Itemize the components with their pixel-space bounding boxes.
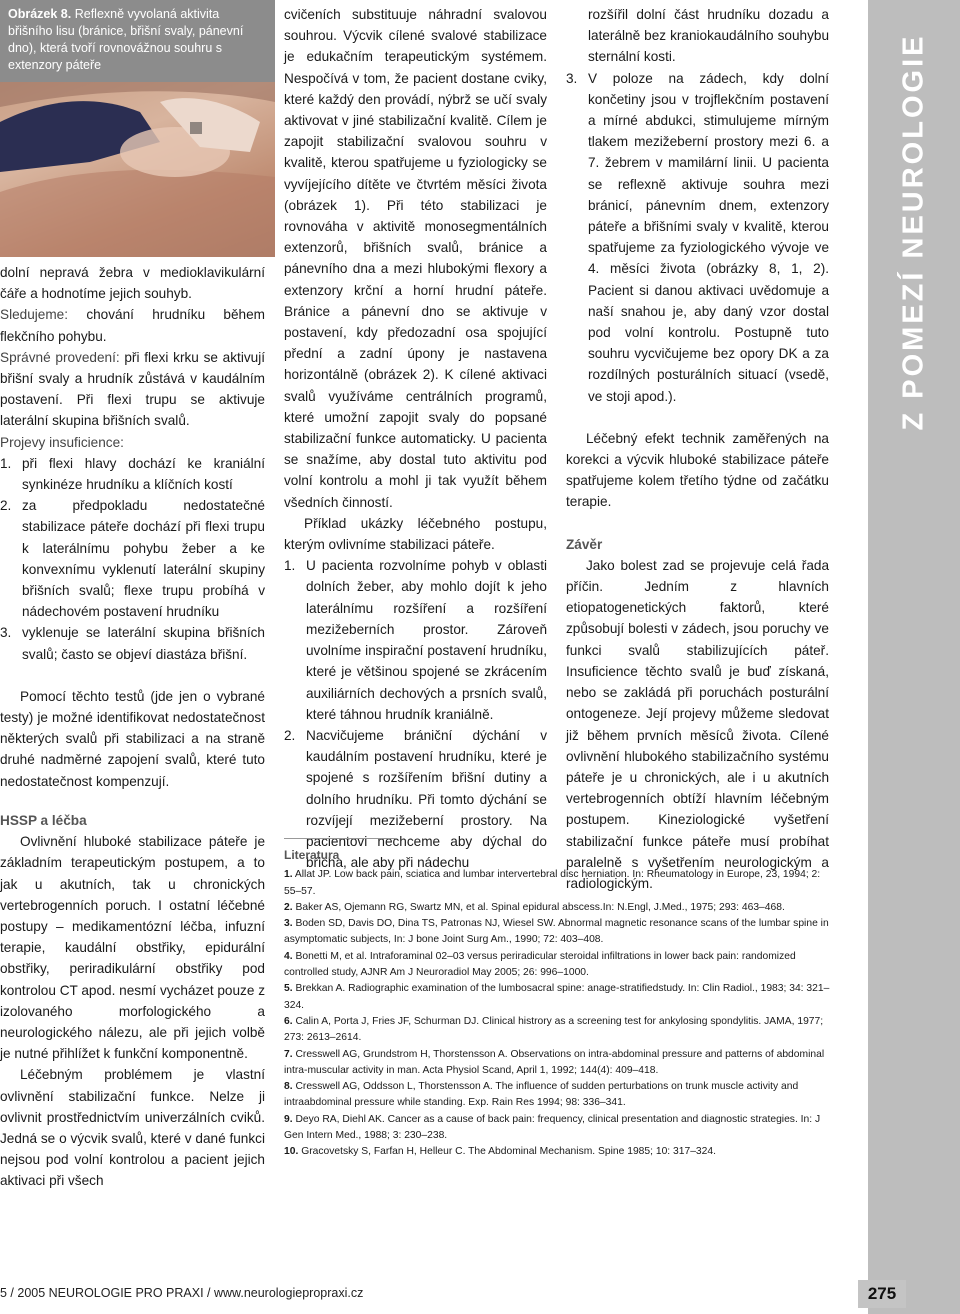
col3-list xyxy=(566,68,829,407)
figure-caption-label: Obrázek 8. xyxy=(8,7,72,21)
reference-item: 8. Cresswell AG, Oddsson L, Thorstensson A. The influence of sudden perturbations on trunk muscle activity and intraabdominal pressure while standing. Exp. Rain Res 1994; 98: 336–341. xyxy=(284,1081,799,1109)
references-heading: Literatura xyxy=(284,838,396,863)
list-text: V poloze na zádech, kdy dolní končetiny jsou v trojflekčním postavení a mírné abdukci, stimulujeme mírným tlakem mezižeberní prostory mezi 6. a 7. žebrem v mamilární linii. U pacienta se reflexně aktivuje souhra mezi bránicí, pánevním dnem, extenzory páteře a břišními svaly v kvalitě, kterou spatřujeme za fyziologického vývoje ve 4. měsíci života (obrázky 8, 1, 2). Pacient si danou aktivaci uvědomuje a naší snahou je, aby daný vzor dostal pod volní kontrolu. Postupně tuto souhru vycvičujeme bez opory DK a za rozdílných posturálních situací (vsedě, ve stoji apod.). xyxy=(588,70,829,404)
page-footer: 5 / 2005 NEUROLOGIE PRO PRAXI / www.neurologiepropraxi.cz xyxy=(0,1286,364,1300)
col1-para-1: dolní nepravá žebra v medioklavikulární čáře a hodnotíme jejich souhyb. xyxy=(0,265,265,302)
list-item xyxy=(0,622,265,664)
reference-item: 10. Gracovetsky S, Farfan H, Helleur C. The Abdominal Mechanism. Spine 1985; 10: 317–324. xyxy=(284,1146,716,1158)
figure-caption xyxy=(0,0,275,82)
reference-item: 7. Cresswell AG, Grundstrom H, Thorstensson A. Observations on intra-abdominal pressure and patterns of abdominal intra-muscular activity in man. Acta Physiol Scand, April 1, 1992; 144(4): 409–418. xyxy=(284,1048,825,1076)
reference-item: 2. Baker AS, Ojemann RG, Swartz MN, et al. Spinal epidural abscess.In: N.Engl, J.Med., 1975; 293: 463–468. xyxy=(284,901,785,913)
hssp-para-1: Ovlivnění hluboké stabilizace páteře je základním terapeutickým postupem, a to jak u akutních, tak u chronických vertebrogenních poruch. I ostatní léčebné postupy – medikamentózní léčba, infuzní terapie, kaudální obstřiky, epidurální obstřiky, periradikulární obstřiky pod kontrolou CT apod. nesmí vycházet pouze z izolovaného morfologického a neurologického nálezu, ale při jejich volbě je nutné přihlížet k funkční komponentně. xyxy=(0,834,265,1062)
col1-list xyxy=(0,453,265,665)
list-text: U pacienta rozvolníme pohyb v oblasti dolních žeber, aby mohlo dojít k jeho laterálnímu rozšíření a rozšíření mezižeberních prostor. Zároveň uvolníme inspirační postavení hrudníku, které je většinou spojené se zkrácením auxiliárních dechových a prsních svalů, které táhnou hrudník kraniálně. xyxy=(306,558,547,722)
reference-item: 1. Allat JP. Low back pain, sciatica and lumbar intervertebral disc herniation. In: Rheumatology in Europe, 23, 1994; 2: 55–57. xyxy=(284,869,821,897)
reference-item: 5. Brekkan A. Radiographic examination of the lumbosacral spine: anage-stratifiedstudy. In: Clin Radiol., 1983; 34: 321–324. xyxy=(284,983,830,1011)
figure-photo xyxy=(0,82,275,257)
list-number: 3. xyxy=(0,625,12,641)
list-number: 2. xyxy=(284,727,296,743)
col2-para-1: cvičeních substituuje náhradní svalovou souhrou. Výcvik cílené svalové stabilizace je edukačním terapeutickým systémem. Nespočívá v tom, že pacient dostane cviky, které každý den provádí, nýbrž se učí svaly aktivovat v jiné stabilizační kvalitě. Cílem je zapojit stabilizační svalovou souhru v kvalitě, kterou spatřujeme u fyziologicky se vyvíjejícího dítěte ve čtvrtém měsíci života (obrázek 1). Při této stabilizaci je rovnováha v aktivitě monosegmentálních extenzorů, břišních svalů, bránice a pánevního dna a mezi hlubokými flexory a extenzory krční a horní hrudní páteře. Bránice a pánevní dno se aktivuje v postavení, kdy předozadní osa spojující přední a zadní úpony je nastavena horizontálně (obrázek 2). K cílené aktivaci svalů využíváme centrálních programů, které umožní zapojit svaly do popsané stabilizační funkce automaticky. U pacienta se snažíme, aby dostal tuto aktivitu pod volní kontrolu a mohl ji tak využít během všedních činností. xyxy=(284,7,547,510)
section-title-vertical: Z POMEZÍ NEUROLOGIE xyxy=(897,33,930,431)
references xyxy=(284,838,830,1161)
col1-para-2-text: chování hrudníku během flekčního pohybu. xyxy=(0,307,266,344)
reference-item: 9. Deyo RA, Diehl AK. Cancer as a cause of back pain: frequency, clinical presentation and diagnostic strategies. In: J Gen Intern Med., 1988; 3: 230–238. xyxy=(284,1113,821,1142)
reference-item: 6. Calin A, Porta J, Fries JF, Schurman DJ. Clinical histrory as a screening test for ankylosing spondylitis. JAMA, 1977; 273: 2613–2614. xyxy=(284,1015,824,1044)
column-1 xyxy=(0,262,265,792)
col1-para-3-label: Správné provedení: xyxy=(0,349,120,365)
references-list xyxy=(284,867,830,1160)
reference-item: 4. Bonetti M, et al. Intraforaminal 02–03 versus periradicular steroidal infiltrations in lower back pain: randomized controlled study, AJNR Am J Neuroradiol May 2005; 26: 996–1000. xyxy=(284,950,796,979)
list-text: vyklenuje se laterální skupina břišních svalů; často se objeví diastáza břišní. xyxy=(22,625,265,662)
list-text: za předpokladu nedostatečné stabilizace páteře dochází při flexi trupu k laterálnímu pohybu žeber a ke konvexnímu vyklenutí laterální skupiny břišních svalů; flexe trupu probíhá v nádechovém postavení hrudníku xyxy=(22,498,265,620)
col3-para-3: Jako bolest zad se projevuje celá řada příčin. Jedním z hlavních etiopatogenetických faktorů, které způsobují bolesti v zádech, jsou poruchy ve funkci svalů stabilizujících páteř. Insuficience těchto svalů je buď získaná, nebo se zakládá při poruchách posturální ontogeneze. Její projevy můžeme sledovat již během prvních měsíců života. Cílené ovlivnění hlubokého stabilizačního systému páteře je u chronických, ale i u akutních vertebrogenních obtíží hlavním léčebným postupem. Kineziologické vyšetření stabilizační funkce páteře musí probíhat paralelně s vyšetřením neurologickým a radiologickým. xyxy=(566,557,829,891)
list-number: 1. xyxy=(284,558,296,574)
col1-para-5: Pomocí těchto testů (jde jen o vybrané testy) je možné identifikovat nedostatečnost některých svalů při stabilizaci a na straně druhé nadměrné zapojení svalů, které tuto nedostatečnost kompenzují. xyxy=(0,688,265,789)
hssp-section xyxy=(0,810,265,1192)
column-2 xyxy=(284,4,547,873)
list-number: 1. xyxy=(0,455,12,471)
list-text: při flexi hlavy dochází ke kraniální synkinéze hrudníku a klíčních kostí xyxy=(22,455,265,493)
figure-caption-text: Reflexně vyvolaná aktivita břišního lisu (bránice, břišní svaly, pánevní dno), která tvoří rovnovážnou souhru s extenzory páteře xyxy=(8,7,244,72)
list-number: 3. xyxy=(566,70,578,86)
hssp-para-2: Léčebným problémem je vlastní ovlivnění stabilizační funkce. Nelze ji ovlivnit prostřednictvím univerzálních cviků. Jedná se o výcvik svalů, které v dané funkci nejsou pod volní kontrolou a pacient jejich aktivaci při všech xyxy=(0,1067,265,1189)
col1-para-2 xyxy=(0,304,265,346)
col1-para-3-text: při flexi krku se aktivují břišní svaly a hrudník zůstává v kaudálním postavení. Při flexi trupu se aktivuje laterální skupina břišních svalů. xyxy=(0,349,265,429)
list-number: 2. xyxy=(0,498,12,514)
col2-para-2: Příklad ukázky léčebného postupu, kterým ovlivníme stabilizaci páteře. xyxy=(284,515,547,553)
list-text: Nacvičujeme brániční dýchání v kaudálním postavení hrudníku, které je spojené s rozšířením břišní dutiny a dolního hrudníku. Při tomto dýchání se rozvíjejí mezižeberní prostory. Na pacientovi nechceme aby dýchal do břicha, ale aby při nádechu xyxy=(306,727,547,871)
col1-para-3 xyxy=(0,347,265,432)
photo-illustration xyxy=(0,82,275,257)
list-item xyxy=(284,555,547,725)
col1-insuficience-label: Projevy insuficience: xyxy=(0,434,124,450)
col1-para-2-label: Sledujeme: xyxy=(0,307,69,323)
list-item xyxy=(0,495,265,622)
col2-list xyxy=(284,555,547,873)
col3-para-2: Léčebný efekt technik zaměřených na korekci a výcvik hluboké stabilizace páteře spatřujeme kolem třetího týdne od začátku terapie. xyxy=(566,430,829,510)
col3-para-1: rozšířil dolní část hrudníku dozadu a laterálně bez kraniokaudálního souhybu sternální kosti. xyxy=(588,7,829,65)
list-item xyxy=(566,68,829,407)
zaver-heading: Závěr xyxy=(566,536,603,552)
page-number: 275 xyxy=(858,1280,906,1308)
list-item xyxy=(0,453,265,495)
reference-item: 3. Boden SD, Davis DO, Dina TS, Patronas NJ, Wiesel SW. Abnormal magnetic resonance scans of the lumbar spine in asymptomatic subjects, In: J bone Joint Surg Am., 1990; 72: 403–408. xyxy=(284,918,829,946)
hssp-heading: HSSP a léčba xyxy=(0,813,87,828)
column-3 xyxy=(566,4,829,894)
